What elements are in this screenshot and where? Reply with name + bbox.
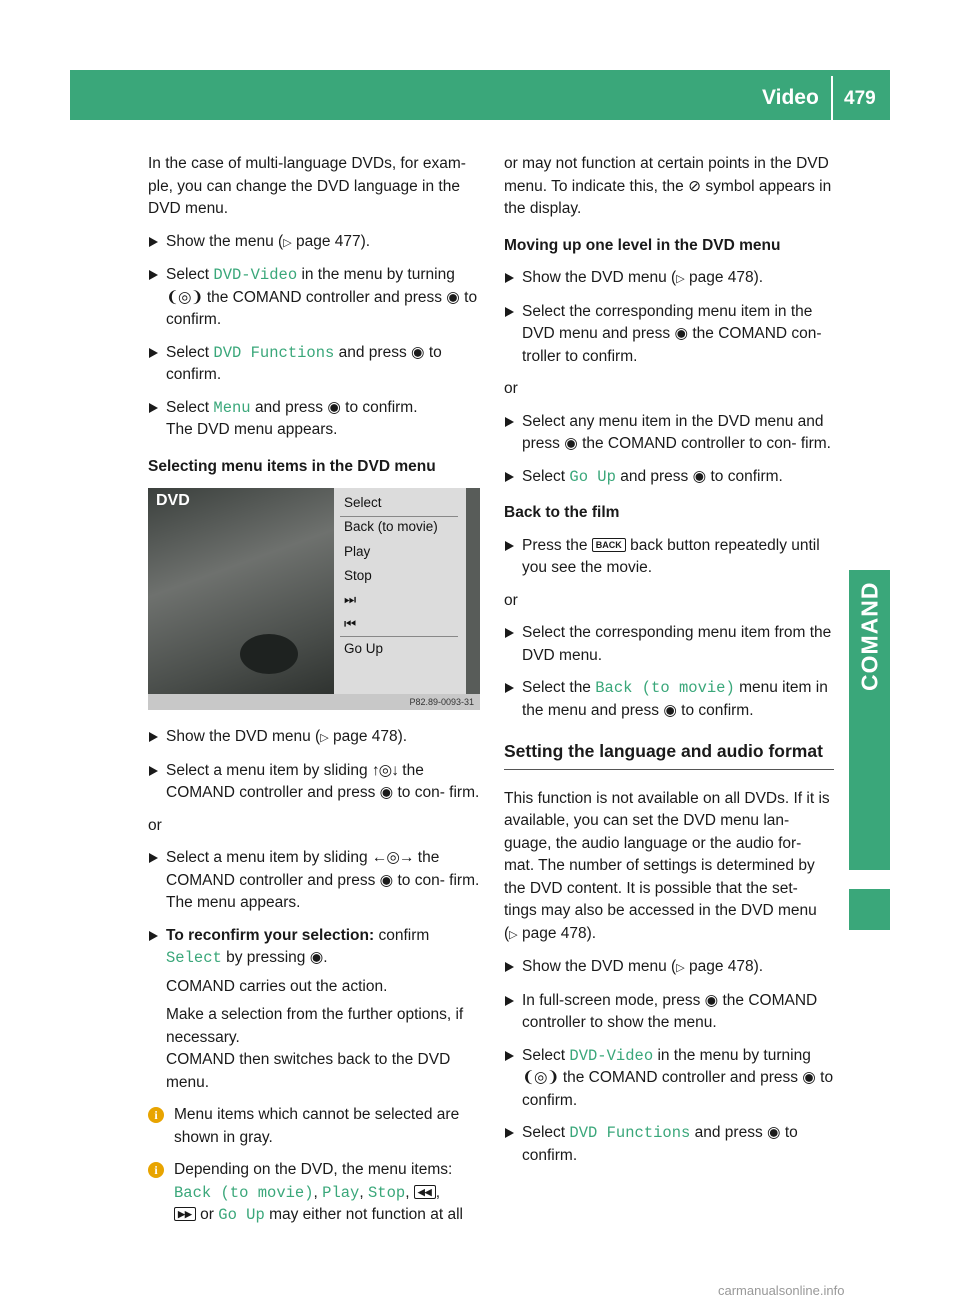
page-number: 479 <box>844 88 876 109</box>
menu-name-menu: Menu <box>213 398 251 417</box>
intro-paragraph: In the case of multi-language DVDs, for exam- ple, you can change the DVD language in the DVD menu. <box>148 155 466 217</box>
step-slide-vertical: Select a menu item by sliding ↑◎↓ the COMAND controller and press ◉ to con- firm. <box>148 760 480 805</box>
or-text: or <box>148 816 162 834</box>
section-heading-language-audio: Setting the language and audio format <box>504 740 834 770</box>
menu-name-play: Play <box>322 1183 360 1202</box>
menu-name-dvd-video: DVD-Video <box>569 1046 654 1065</box>
info-note: i Depending on the DVD, the menu items: Back (to movie), Play, Stop, ◀◀ , ▶▶ or Go Up may either not function at all <box>148 1159 480 1227</box>
controller-press-icon: ◉ <box>663 701 677 719</box>
step-show-menu: Show the menu (▷ page 477). <box>148 231 480 255</box>
controller-press-icon: ◉ <box>309 949 324 966</box>
section-paragraph: This function is not available on all DVDs. If it is available, you can set the DVD menu lan- guage, the audio language or the audio for- mat. The number of settings is determined by the DVD content. It is possible that the set- tings may also be accessed in the DVD menu (▷ page 478). <box>504 789 830 942</box>
info-note: i Menu items which cannot be selected are shown in gray. <box>148 1104 480 1149</box>
step-select-go-up: Select Go Up and press ◉ to confirm. <box>504 466 834 489</box>
menu-row: Back (to movie) <box>344 519 438 534</box>
menu-name-back-to-movie: Back (to movie) <box>595 679 735 697</box>
step-select-back-to-movie: Select the Back (to movie) menu item in the menu and press ◉ to confirm. <box>504 677 834 722</box>
step-show-dvd-menu: Show the DVD menu (▷ page 478). <box>504 956 834 980</box>
menu-row: ⏭ <box>344 592 357 607</box>
step-reconfirm: To reconfirm your selection: confirm Select by pressing ◉. COMAND carries out the action. Make a selection from the further options, if necessary. COMAND then switches back to the DVD menu. <box>148 925 480 1095</box>
or-text: or <box>504 380 518 397</box>
menu-name-dvd-video: DVD-Video <box>213 266 298 284</box>
section-tab-marker <box>849 889 890 930</box>
prohibited-symbol-icon: ⊘ <box>688 177 702 195</box>
controller-press-icon: ◉ <box>692 467 707 485</box>
controller-press-icon: ◉ <box>704 991 719 1009</box>
continued-paragraph: or may not function at certain points in the DVD menu. To indicate this, the ⊘ symbol appears in the display. <box>504 155 832 217</box>
subheading-moving-up: Moving up one level in the DVD menu <box>504 236 781 254</box>
page-ref-icon: ▷ <box>676 273 685 285</box>
controller-press-icon: ◉ <box>327 398 341 416</box>
step-select-dvd-video: Select DVD-Video in the menu by turning ❨◎❩ the COMAND controller and press ◉ to confirm. <box>148 264 480 332</box>
menu-row: Go Up <box>344 641 384 656</box>
controller-press-icon: ◉ <box>379 871 394 889</box>
controller-press-icon: ◉ <box>802 1069 816 1086</box>
step-full-screen-press: In full-screen mode, press ◉ the COMAND controller to show the menu. <box>504 990 834 1035</box>
step-select-menu: Select Menu and press ◉ to confirm. The DVD menu appears. <box>148 397 480 442</box>
rewind-icon: ◀◀ <box>414 1185 436 1199</box>
section-tab-label: COMAND <box>856 582 883 692</box>
step-select-from-menu: Select the corresponding menu item from the DVD menu. <box>504 622 834 667</box>
controller-slide-horizontal-icon: ←◎→ <box>371 849 414 866</box>
step-show-dvd-menu: Show the DVD menu (▷ page 478). <box>504 267 834 291</box>
controller-press-icon: ◉ <box>674 325 689 342</box>
step-select-corresponding-item: Select the corresponding menu item in the DVD menu and press ◉ the COMAND con- troller to confirm. <box>504 301 834 369</box>
menu-name-select: Select <box>166 949 222 967</box>
controller-press-icon: ◉ <box>446 288 460 306</box>
menu-scrollbar <box>466 488 480 694</box>
dvd-menu-panel <box>334 488 466 694</box>
subheading-back-to-film: Back to the film <box>504 504 620 521</box>
subheading-selecting-menu-items: Selecting menu items in the DVD menu <box>148 457 436 475</box>
menu-name-dvd-functions: DVD Functions <box>213 343 335 362</box>
page-ref-icon: ▷ <box>283 236 292 249</box>
menu-name-go-up: Go Up <box>569 467 616 486</box>
menu-row: Stop <box>344 568 372 583</box>
page-ref-icon: ▷ <box>676 962 685 974</box>
controller-press-icon: ◉ <box>411 343 425 361</box>
back-button-icon: BACK <box>592 538 626 552</box>
section-tab-comand <box>849 570 890 870</box>
info-icon: i <box>148 1107 164 1123</box>
menu-name-go-up: Go Up <box>218 1206 265 1224</box>
page-ref-icon: ▷ <box>509 928 518 941</box>
footer-watermark: carmanualsonline.info <box>718 1283 845 1298</box>
controller-press-icon: ◉ <box>564 435 578 452</box>
dvd-label: DVD <box>156 492 190 509</box>
left-column <box>148 153 480 1237</box>
step-select-dvd-functions: Select DVD Functions and press ◉ to confirm. <box>148 342 480 387</box>
step-select-any-item: Select any menu item in the DVD menu and press ◉ the COMAND controller to con- firm. <box>504 411 834 456</box>
right-column <box>504 153 834 1177</box>
controller-turn-icon: ❨◎❩ <box>166 288 203 306</box>
header-divider <box>831 76 833 120</box>
controller-slide-vertical-icon: ↑◎↓ <box>371 761 398 779</box>
step-show-dvd-menu: Show the DVD menu (▷ page 478). <box>148 726 480 750</box>
step-slide-horizontal: Select a menu item by sliding ←◎→ the COMAND controller and press ◉ to con- firm. The menu appears. <box>148 847 480 915</box>
fast-forward-icon: ▶▶ <box>174 1207 196 1221</box>
menu-row: ⏮ <box>344 616 357 631</box>
menu-row: Select <box>344 495 382 510</box>
step-select-dvd-functions: Select DVD Functions and press ◉ to confirm. <box>504 1122 834 1167</box>
dvd-menu-screenshot <box>148 488 480 710</box>
page-title: Video <box>762 86 819 109</box>
step-press-back: Press the BACK back button repeatedly until you see the movie. <box>504 535 834 580</box>
menu-name-dvd-functions: DVD Functions <box>569 1124 691 1142</box>
controller-press-icon: ◉ <box>767 1124 781 1141</box>
menu-name-back-to-movie: Back (to movie) <box>174 1183 314 1202</box>
info-icon: i <box>148 1162 164 1178</box>
image-caption-code: P82.89-0093-31 <box>148 694 480 710</box>
or-text: or <box>504 591 518 609</box>
controller-press-icon: ◉ <box>379 784 394 801</box>
menu-name-stop: Stop <box>368 1183 406 1202</box>
menu-row: Play <box>344 544 371 559</box>
page-ref-icon: ▷ <box>320 732 329 744</box>
controller-turn-icon: ❨◎❩ <box>522 1069 559 1086</box>
video-frame <box>148 488 334 694</box>
step-select-dvd-video: Select DVD-Video in the menu by turning ❨◎❩ the COMAND controller and press ◉ to confirm. <box>504 1045 834 1113</box>
